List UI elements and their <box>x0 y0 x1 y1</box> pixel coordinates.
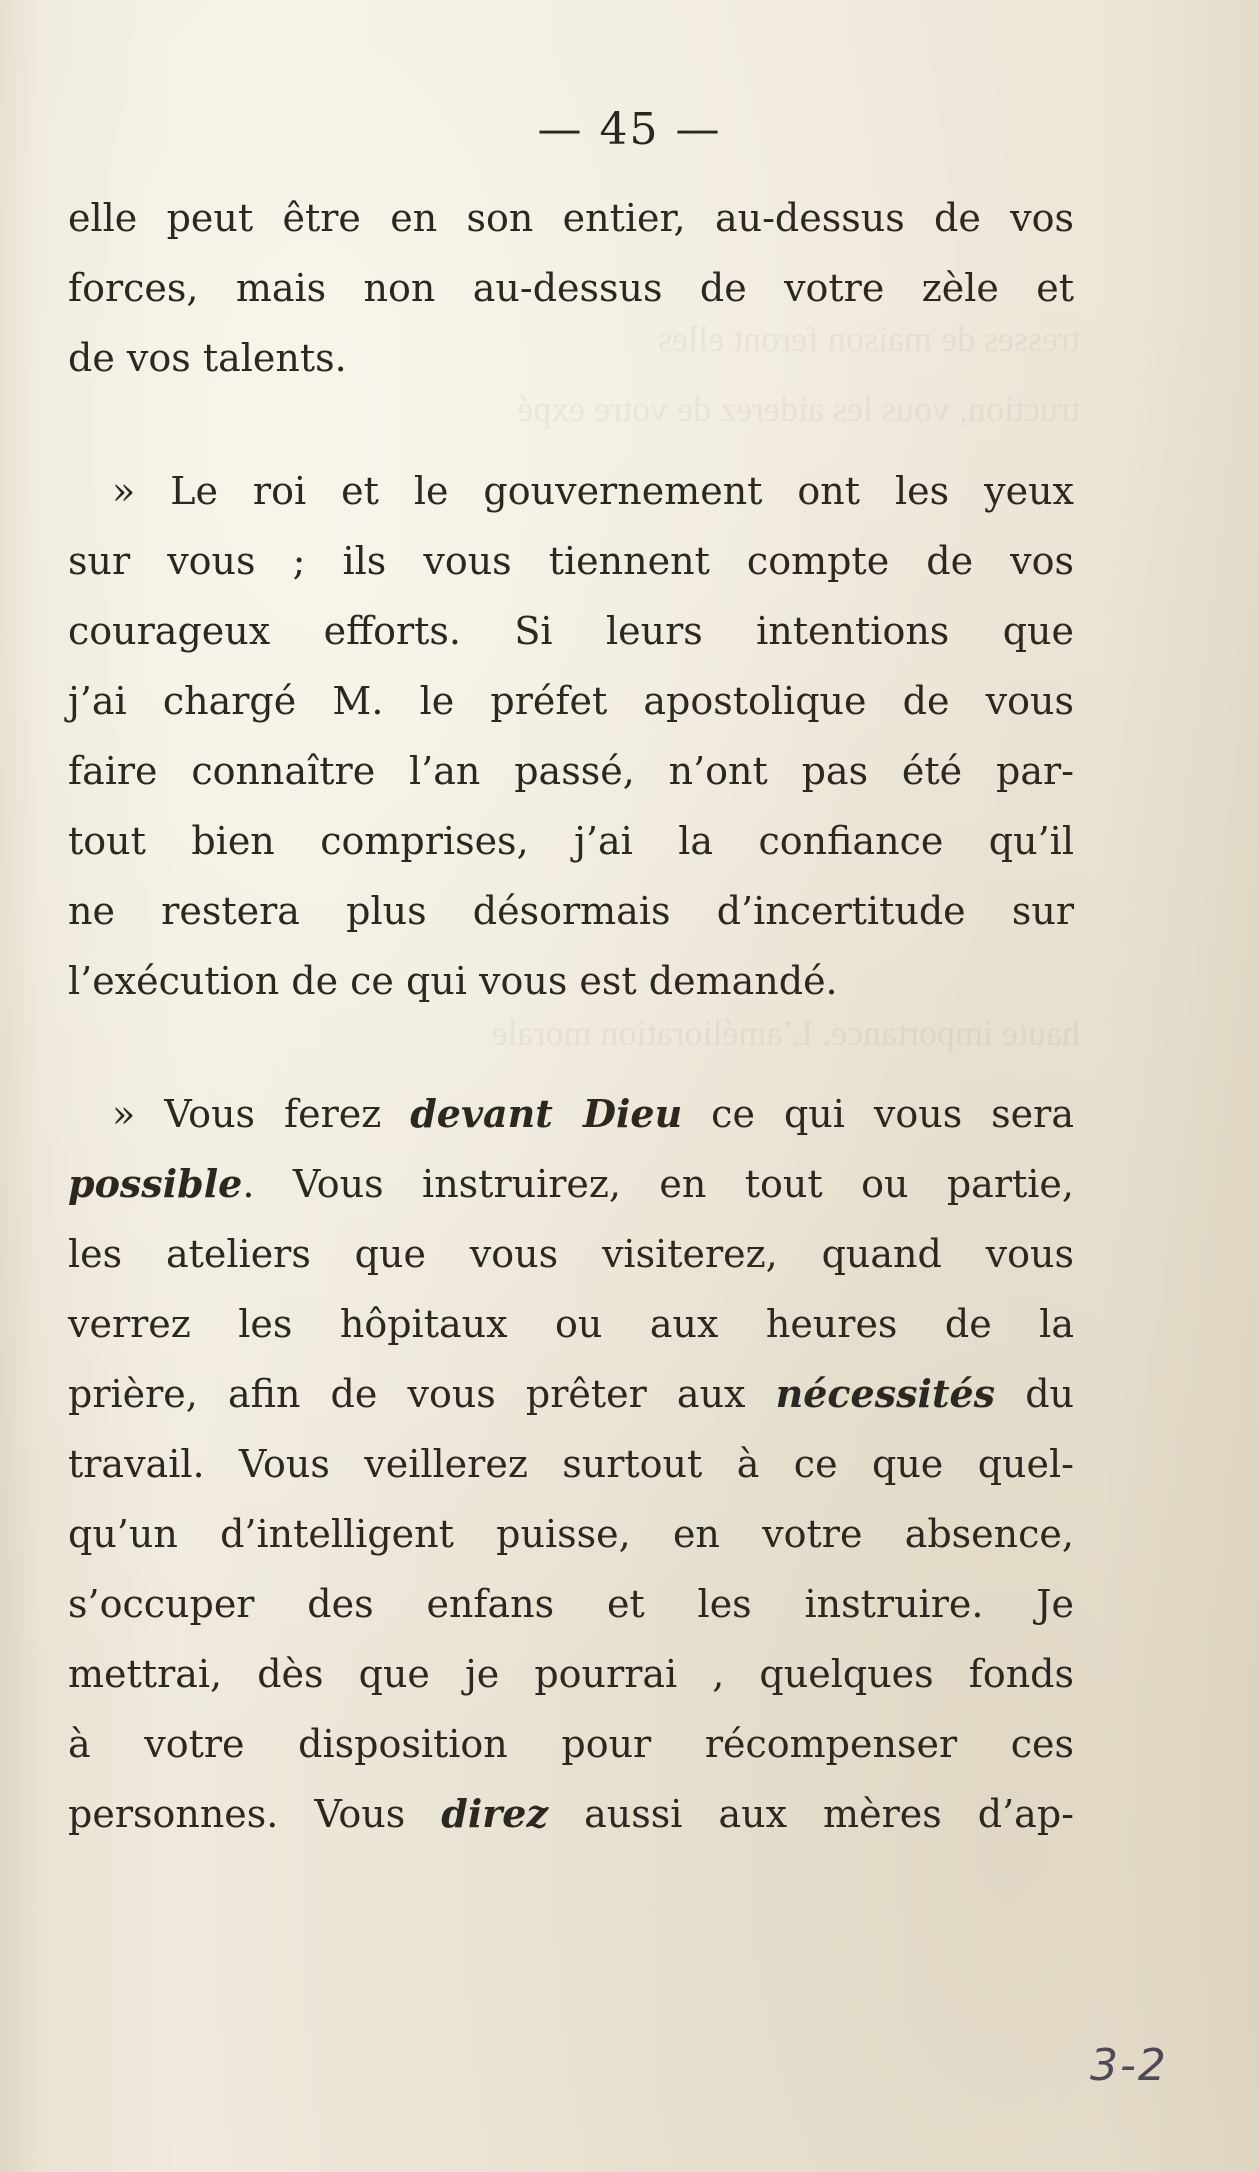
text-run: l’exécution de ce qui vous est demandé. <box>68 959 838 1003</box>
text-run: sur vous ; ils vous tiennent compte de vos <box>68 539 1074 583</box>
text-run: personnes. Vous <box>68 1792 442 1836</box>
text-run: tout bien comprises, j’ai la confiance qu’il <box>68 819 1074 863</box>
text-line <box>68 526 1074 596</box>
text-line <box>68 1359 1074 1429</box>
show-through-decoration: haute importance. L’amélioration morale <box>491 1013 1080 1053</box>
handwritten-shelf-mark: 3-2 <box>1090 2040 1168 2091</box>
text-run: j’ai chargé M. le préfet apostolique de vous <box>68 679 1074 723</box>
text-run: aussi aux mères d’ap- <box>548 1792 1075 1836</box>
text-run: s’occuper des enfans et les instruire. Je <box>68 1582 1074 1626</box>
italic-emphasis: devant Dieu <box>410 1091 683 1136</box>
italic-emphasis: direz <box>441 1791 549 1836</box>
body-text <box>68 183 1074 1849</box>
text-line <box>68 1779 1074 1849</box>
text-run: à votre disposition pour récompenser ces <box>68 1722 1074 1766</box>
text-run: prière, afin de vous prêter aux <box>68 1372 776 1416</box>
text-run: courageux efforts. Si leurs intentions que <box>68 609 1074 653</box>
text-line <box>68 876 1074 946</box>
text-line <box>68 1079 1074 1149</box>
text-line <box>68 1499 1074 1569</box>
text-run: de vos talents. <box>68 336 347 380</box>
text-line <box>68 666 1074 736</box>
text-line <box>68 1709 1074 1779</box>
text-line <box>68 1219 1074 1289</box>
text-run: . Vous instruirez, en tout ou partie, <box>242 1162 1074 1206</box>
page-number: — 45 — <box>537 104 722 155</box>
text-run: » Le roi et le gouvernement ont les yeux <box>112 469 1074 513</box>
text-run: faire connaître l’an passé, n’ont pas été par- <box>68 749 1074 793</box>
text-line <box>68 1289 1074 1359</box>
show-through-decoration: truction, vous les aiderez de votre expé <box>517 389 1080 429</box>
text-run: les ateliers que vous visiterez, quand vous <box>68 1232 1074 1276</box>
text-line <box>68 1149 1074 1219</box>
text-run: du <box>995 1372 1074 1416</box>
text-run: ne restera plus désormais d’incertitude sur <box>68 889 1074 933</box>
text-line <box>68 1639 1074 1709</box>
text-line <box>68 946 1074 1016</box>
paragraph <box>68 456 1074 1016</box>
text-line <box>68 183 1074 253</box>
text-run: qu’un d’intelligent puisse, en votre absence, <box>68 1512 1074 1556</box>
text-run: » Vous ferez <box>112 1092 411 1136</box>
text-run: mettrai, dès que je pourrai , quelques fonds <box>68 1652 1074 1696</box>
paragraph-gap <box>68 393 1074 456</box>
text-run: forces, mais non au-dessus de votre zèle et <box>68 266 1074 310</box>
paragraph <box>68 183 1074 393</box>
italic-emphasis: nécessités <box>775 1371 996 1416</box>
text-line <box>68 323 1074 393</box>
text-line <box>68 456 1074 526</box>
text-line <box>68 1429 1074 1499</box>
show-through-decoration: tresses de maison feront elles <box>658 319 1080 359</box>
text-line <box>68 253 1074 323</box>
text-line <box>68 806 1074 876</box>
text-run: elle peut être en son entier, au-dessus de vos <box>68 196 1074 240</box>
paragraph-gap <box>68 1016 1074 1079</box>
text-line <box>68 1569 1074 1639</box>
italic-emphasis: possible <box>68 1161 243 1206</box>
text-run: ce qui vous sera <box>682 1092 1074 1136</box>
text-run: verrez les hôpitaux ou aux heures de la <box>68 1302 1074 1346</box>
text-line <box>68 596 1074 666</box>
paragraph <box>68 1079 1074 1849</box>
text-line <box>68 736 1074 806</box>
text-run: travail. Vous veillerez surtout à ce que quel- <box>68 1442 1074 1486</box>
